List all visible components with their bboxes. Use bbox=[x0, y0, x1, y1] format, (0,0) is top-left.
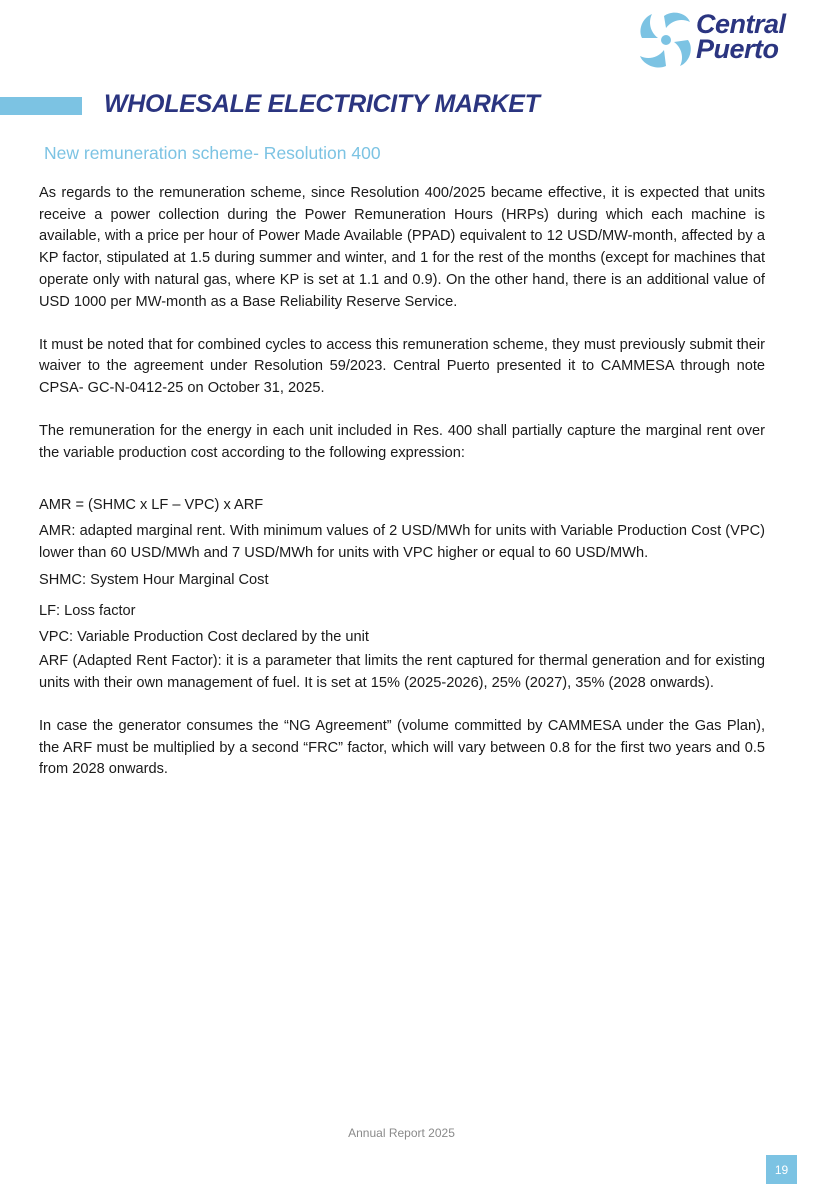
logo-mark-icon bbox=[638, 10, 694, 70]
definition-shmc: SHMC: System Hour Marginal Cost bbox=[39, 571, 269, 588]
definition-vpc: VPC: Variable Production Cost declared by the unit bbox=[39, 629, 369, 646]
paragraph-energy-remuneration: The remuneration for the energy in each unit included in Res. 400 shall partially capture the marginal rent over the variable production cost according to the following expression: bbox=[39, 423, 765, 462]
page-title: WHOLESALE ELECTRICITY MARKET bbox=[104, 90, 540, 118]
body-content bbox=[39, 183, 765, 781]
logo-wordmark bbox=[696, 9, 786, 64]
definition-arf: ARF (Adapted Rent Factor): it is a parameter that limits the rent captured for thermal generation and for existing units with their own management of fuel. It is set at 15% (2025-2026), 25% (2027), 35% (2028 onwards). bbox=[39, 652, 765, 691]
company-logo bbox=[638, 10, 803, 70]
definition-amr: AMR: adapted marginal rent. With minimum values of 2 USD/MWh for units with Variable Production Cost (VPC) lower than 60 USD/MWh and 7 USD/MWh for units with VPC higher or equal to 60 USD/MWh. bbox=[39, 523, 765, 562]
paragraph-combined-cycles: It must be noted that for combined cycles to access this remuneration scheme, they must previously submit their waiver to the agreement under Resolution 59/2023. Central Puerto presented it to CAMMESA through note CPSA- GC-N-0412-25 on October 31, 2025. bbox=[39, 336, 765, 397]
formula: AMR = (SHMC x LF – VPC) x ARF bbox=[39, 496, 264, 513]
footer-label: Annual Report 2025 bbox=[348, 1126, 455, 1140]
logo-line-2: Puerto bbox=[696, 34, 779, 64]
section-subtitle: New remuneration scheme- Resolution 400 bbox=[44, 143, 381, 163]
page-number: 19 bbox=[766, 1155, 797, 1184]
definition-lf: LF: Loss factor bbox=[39, 602, 136, 619]
paragraph-remuneration-scheme: As regards to the remuneration scheme, since Resolution 400/2025 became effective, it is expected that units receive a power collection during the Power Remuneration Hours (HRPs) during which each machine is available, with a price per hour of Power Made Available (PPAD) equivalent to 12 USD/MW-month, affected by a KP factor, stipulated at 1.5 during summer and winter, and 1 for the rest of the months (except for machines that operate only with natural gas, where KP is set at 1.1 and 0.9). On the other hand, there is an additional value of USD 1000 per MW-month as a Base Reliability Reserve Service. bbox=[39, 185, 765, 310]
title-accent-bar bbox=[0, 97, 82, 115]
logo-line-1: Central bbox=[696, 9, 786, 39]
paragraph-ng-agreement: In case the generator consumes the “NG Agreement” (volume committed by CAMMESA under the Gas Plan), the ARF must be multiplied by a second “FRC” factor, which will vary between 0.8 for the first two years and 0.5 from 2028 onwards. bbox=[39, 717, 765, 778]
